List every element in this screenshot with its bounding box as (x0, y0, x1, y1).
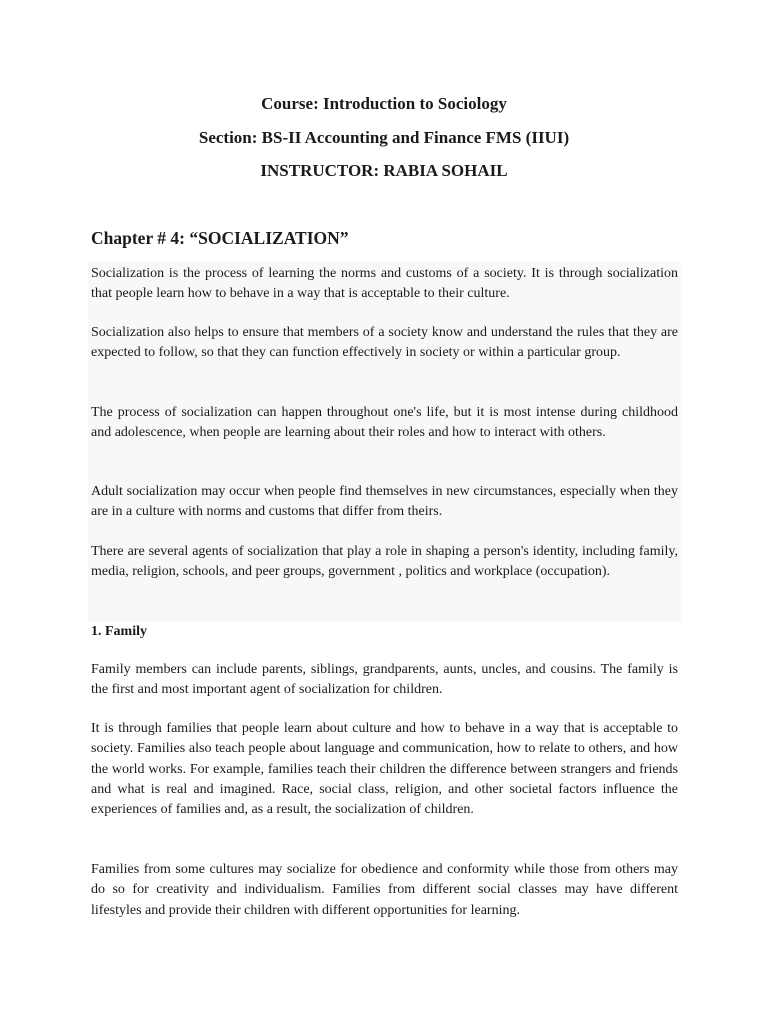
paragraph-definition: Socialization is the process of learning the norms and customs of a society. It is through socialization that people learn how to behave in a way that is acceptable to their culture. (91, 266, 678, 302)
family-paragraph-members: Family members can include parents, siblings, grandparents, aunts, uncles, and cousins. The family is the first and most important agent of socialization for children. (91, 662, 678, 698)
paragraph-rules: Socialization also helps to ensure that members of a society know and understand the rules that they are expected to follow, so that they can function effectively in society or within a particular group. (91, 325, 678, 361)
family-paragraph-classes: Families from some cultures may socialize for obedience and conformity while those from others may do so for creativity and individualism. Families from different social classes may have different lifestyles and provide their children with different opportunities for learning. (91, 862, 678, 918)
paragraph-adult-socialization: Adult socialization may occur when people find themselves in new circumstances, especially when they are in a culture with norms and customs that differ from theirs. (91, 484, 678, 520)
course-title: Course: Introduction to Sociology (261, 94, 507, 113)
family-heading: 1. Family (91, 624, 147, 639)
paragraph-agents: There are several agents of socialization that play a role in shaping a person's identity, including family, media, religion, schools, and peer groups, government , politics and workplace (occupation). (91, 544, 678, 580)
chapter-title: Chapter # 4: “SOCIALIZATION” (91, 228, 349, 248)
family-paragraph-culture: It is through families that people learn about culture and how to behave in a way that is acceptable to society. Families also teach people about language and communication, how to relate to others, and how the world works. For example, families teach their children the difference between strangers and friends and what is real and imagined. Race, social class, religion, and other societal factors influence the experiences of families and, as a result, the socialization of children. (91, 721, 678, 818)
section-title: Section: BS-II Accounting and Finance FMS (IIUI) (198, 128, 570, 147)
paragraph-lifespan: The process of socialization can happen throughout one's life, but it is most intense during childhood and adolescence, when people are learning about their roles and how to interact with others. (91, 405, 678, 441)
instructor-title: INSTRUCTOR: RABIA SOHAIL (260, 161, 508, 180)
